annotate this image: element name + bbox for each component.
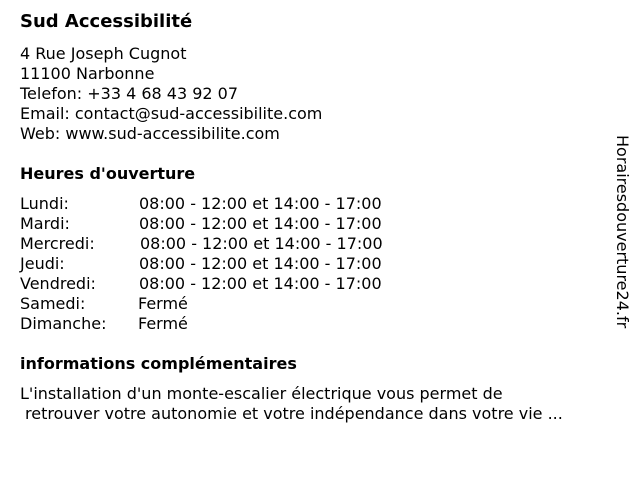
opening-hours-list	[20, 194, 440, 334]
day-label: Jeudi:	[20, 254, 65, 273]
hours-row-samedi	[20, 294, 440, 314]
day-hours: 08:00 - 12:00 et 14:00 - 17:00	[139, 254, 382, 273]
day-hours: Fermé	[138, 314, 188, 333]
additional-info-text	[20, 384, 563, 424]
day-label: Mardi:	[20, 214, 70, 233]
city-postcode: 11100 Narbonne	[20, 64, 155, 83]
website: Web: www.sud-accessibilite.com	[20, 124, 280, 143]
hours-row-dimanche	[20, 314, 440, 334]
business-name: Sud Accessibilité	[20, 11, 193, 32]
day-hours: 08:00 - 12:00 et 14:00 - 17:00	[139, 274, 382, 293]
day-label: Mercredi:	[20, 234, 95, 253]
day-hours: 08:00 - 12:00 et 14:00 - 17:00	[139, 194, 382, 213]
additional-info-heading: informations complémentaires	[20, 354, 297, 373]
opening-hours-heading: Heures d'ouverture	[20, 164, 196, 183]
hours-row-jeudi	[20, 254, 440, 274]
day-hours: Fermé	[138, 294, 188, 313]
hours-row-vendredi	[20, 274, 440, 294]
hours-row-mercredi	[20, 234, 440, 254]
day-label: Samedi:	[20, 294, 86, 313]
hours-row-mardi	[20, 214, 440, 234]
day-label: Lundi:	[20, 194, 69, 213]
email-address: Email: contact@sud-accessibilite.com	[20, 104, 323, 123]
info-line-1: L'installation d'un monte-escalier électrique vous permet de	[20, 384, 503, 403]
day-hours: 08:00 - 12:00 et 14:00 - 17:00	[140, 234, 383, 253]
hours-row-lundi	[20, 194, 440, 214]
day-hours: 08:00 - 12:00 et 14:00 - 17:00	[139, 214, 382, 233]
info-line-2: retrouver votre autonomie et votre indépendance dans votre vie ...	[25, 404, 563, 423]
street-address: 4 Rue Joseph Cugnot	[20, 44, 187, 63]
contact-block	[20, 44, 322, 144]
watermark-text: Horairesdouverture24.fr	[613, 135, 632, 329]
day-label: Vendredi:	[20, 274, 96, 293]
phone-number: Telefon: +33 4 68 43 92 07	[20, 84, 239, 103]
day-label: Dimanche:	[20, 314, 107, 333]
site-watermark	[612, 135, 632, 375]
